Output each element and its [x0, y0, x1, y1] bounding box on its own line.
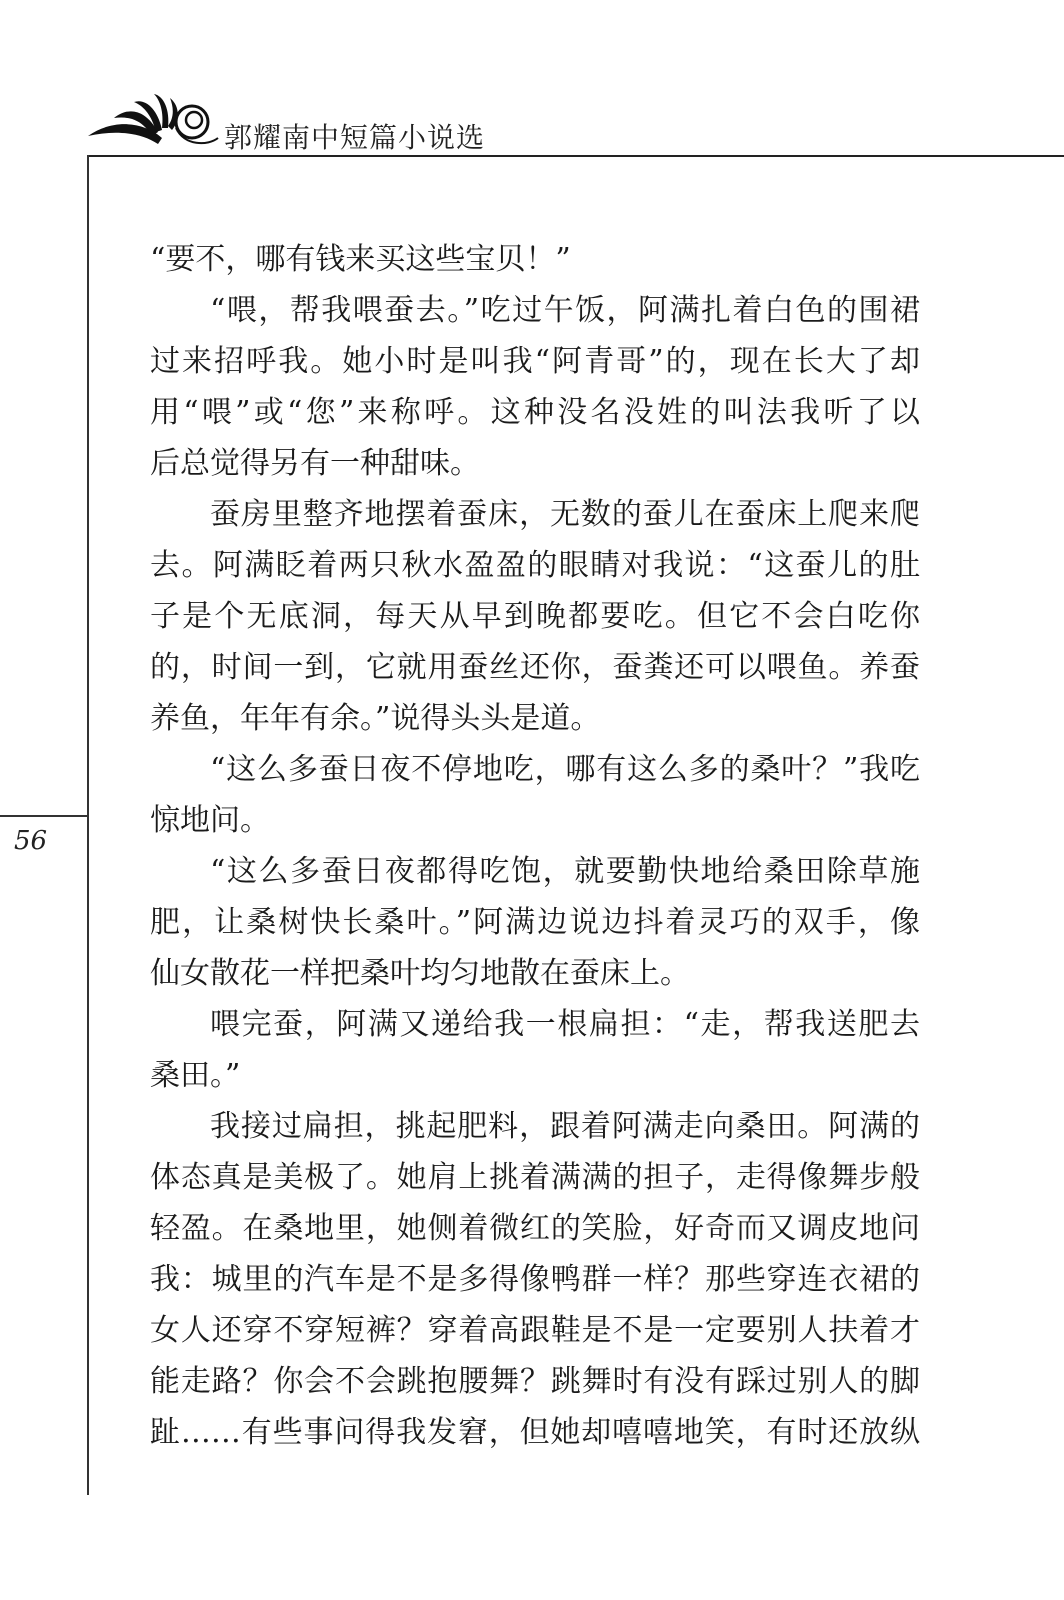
text-line: 仙女散花一样把桑叶均匀地散在蚕床上。	[150, 956, 690, 991]
text-line: 惊地问。	[150, 803, 270, 838]
text-line: 轻盈。在桑地里，她侧着微红的笑脸，好奇而又调皮地问	[150, 1211, 920, 1246]
text-line: 肥，让桑树快长桑叶。”阿满边说边抖着灵巧的双手，像	[150, 905, 920, 940]
text-line: 用“喂”或“您”来称呼。这种没名没姓的叫法我听了以	[150, 395, 920, 430]
text-line: 的，时间一到，它就用蚕丝还你，蚕粪还可以喂鱼。养蚕	[150, 650, 920, 685]
text-line: 去。阿满眨着两只秋水盈盈的眼睛对我说：“这蚕儿的肚	[150, 548, 920, 583]
page-number-rule	[0, 815, 88, 817]
text-line: 后总觉得另有一种甜味。	[150, 446, 480, 481]
body-text	[150, 234, 920, 1458]
frame-top-rule	[87, 155, 227, 157]
text-line: “这么多蚕日夜不停地吃，哪有这么多的桑叶？”我吃	[210, 752, 920, 787]
running-title: 郭耀南中短篇小说选	[224, 121, 486, 154]
text-line: “这么多蚕日夜都得吃饱，就要勤快地给桑田除草施	[210, 854, 920, 889]
text-line: 女人还穿不穿短裤？穿着高跟鞋是不是一定要别人扶着才	[150, 1313, 920, 1348]
text-line: 能走路？你会不会跳抱腰舞？跳舞时有没有踩过别人的脚	[150, 1364, 920, 1399]
text-line: “要不，哪有钱来买这些宝贝！”	[150, 242, 571, 277]
text-line: 我接过扁担，挑起肥料，跟着阿满走向桑田。阿满的	[210, 1109, 920, 1144]
text-line: “喂，帮我喂蚕去。”吃过午饭，阿满扎着白色的围裙	[210, 293, 920, 328]
text-line: 养鱼，年年有余。”说得头头是道。	[150, 701, 601, 736]
header-rule	[224, 155, 1064, 157]
text-line: 子是个无底洞，每天从早到晚都要吃。但它不会白吃你	[150, 599, 920, 634]
text-line: 我：城里的汽车是不是多得像鸭群一样？那些穿连衣裙的	[150, 1262, 920, 1297]
text-line: 体态真是美极了。她肩上挑着满满的担子，走得像舞步般	[150, 1160, 920, 1195]
header-ornament-icon	[84, 88, 224, 158]
text-line: 喂完蚕，阿满又递给我一根扁担：“走，帮我送肥去	[210, 1007, 920, 1042]
frame-left-rule	[87, 155, 89, 1495]
text-line: 桑田。”	[150, 1058, 241, 1093]
text-line: 蚕房里整齐地摆着蚕床，无数的蚕儿在蚕床上爬来爬	[210, 497, 920, 532]
text-line: 过来招呼我。她小时是叫我“阿青哥”的，现在长大了却	[150, 344, 920, 379]
page-number: 56	[14, 826, 48, 856]
text-line: 趾……有些事问得我发窘，但她却嘻嘻地笑，有时还放纵	[150, 1415, 920, 1450]
